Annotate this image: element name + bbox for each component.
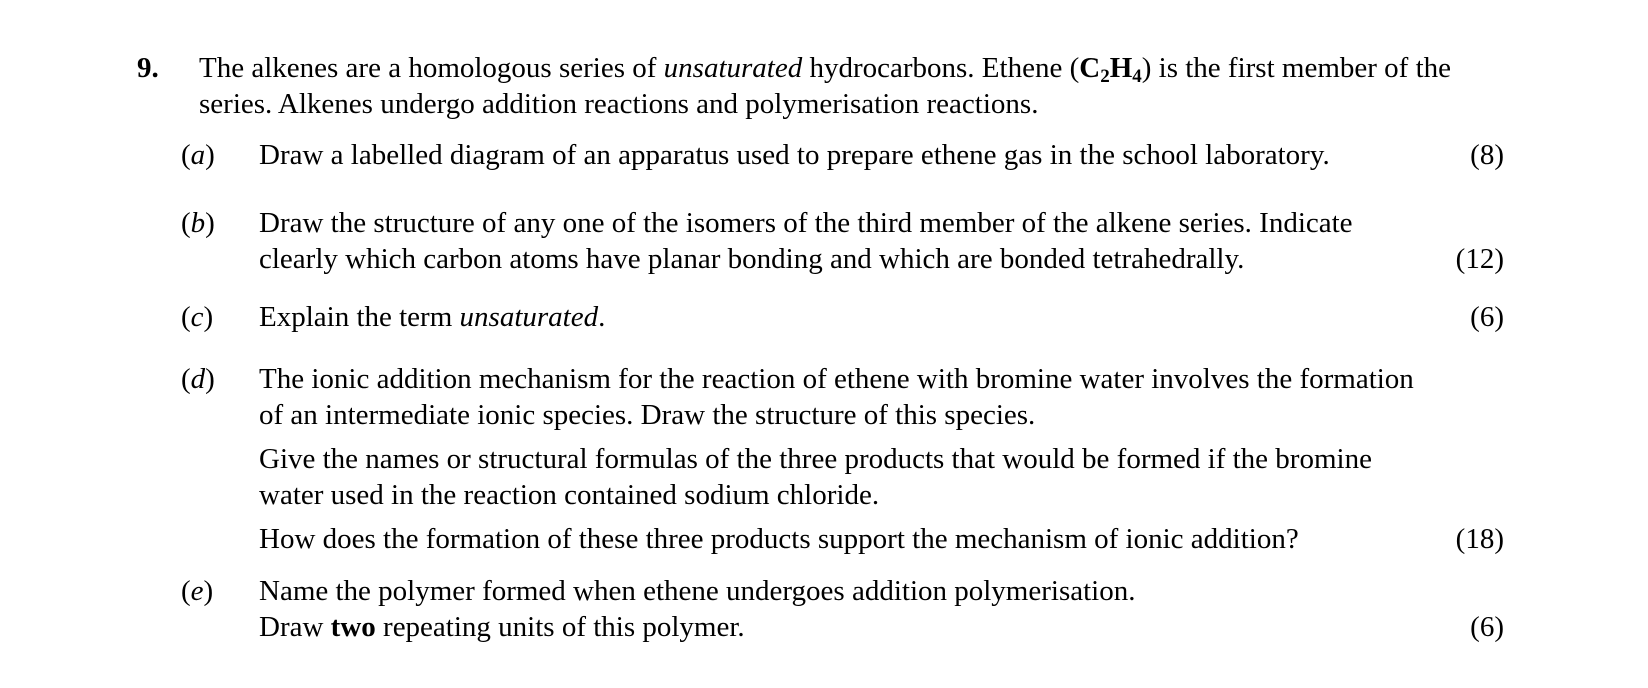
intro-text-mid: hydrocarbons. Ethene ( [802,52,1080,84]
formula-hydrogen: H [1109,52,1133,84]
ethene-formula [1079,52,1142,87]
part-e-line-2: Draw two repeating units of this polymer. [259,611,745,643]
part-d-paragraph-3 [259,521,1439,557]
part-d-paragraph-2 [259,441,1439,513]
intro-text-post: ) is the first member of the [1141,52,1451,84]
part-d-p1-line-1: The ionic addition mechanism for the reaction of ethene with bromine water involves the formation [259,363,1414,395]
part-e-label: (e) [181,575,214,607]
part-b-label: (b) [181,207,215,239]
part-b-marks: (12) [1455,243,1504,275]
part-a-label: (a) [181,139,215,171]
part-c-emphasis: unsaturated [459,301,599,333]
part-a-marks: (8) [1470,139,1504,171]
part-e-marks: (6) [1470,611,1504,643]
part-c-marks: (6) [1470,301,1504,333]
part-d-p2-line-1: Give the names or structural formulas of the three products that would be formed if the bromine [259,443,1372,475]
intro-emphasis: unsaturated [663,52,803,84]
part-d-paragraph-1 [259,361,1439,433]
part-c-text [259,299,1439,335]
part-a-line-1: Draw a labelled diagram of an apparatus used to prepare ethene gas in the school laboratory. [259,139,1330,171]
part-a-text [259,137,1439,173]
part-c-line-1: Explain the term unsaturated. [259,301,606,333]
part-b-line-1: Draw the structure of any one of the isomers of the third member of the alkene series. Indicate [259,207,1353,239]
part-e-bold-word: two [330,611,376,643]
formula-carbon: C [1079,52,1101,84]
part-d-p2-line-2: water used in the reaction contained sodium chloride. [259,479,880,511]
part-d-p1-line-2: of an intermediate ionic species. Draw the structure of this species. [259,399,1036,431]
formula-carbon-subscript: 2 [1100,66,1110,87]
question-intro [199,50,1539,122]
part-c-label: (c) [181,301,214,333]
part-d-p3-line-1: How does the formation of these three products support the mechanism of ionic addition? [259,523,1299,555]
part-b-line-2: clearly which carbon atoms have planar bonding and which are bonded tetrahedrally. [259,243,1245,275]
part-d-text [259,361,1439,565]
part-e-text [259,573,1439,645]
part-b-text [259,205,1439,277]
part-d-marks: (18) [1455,523,1504,555]
part-d-label: (d) [181,363,215,395]
question-number: 9. [137,52,159,84]
part-e-line-1: Name the polymer formed when ethene undergoes addition polymerisation. [259,575,1136,607]
intro-text-pre: The alkenes are a homologous series of [199,52,664,84]
intro-line-1 [199,50,1539,86]
intro-line-2: series. Alkenes undergo addition reactions and polymerisation reactions. [199,88,1039,120]
formula-hydrogen-subscript: 4 [1132,66,1142,87]
